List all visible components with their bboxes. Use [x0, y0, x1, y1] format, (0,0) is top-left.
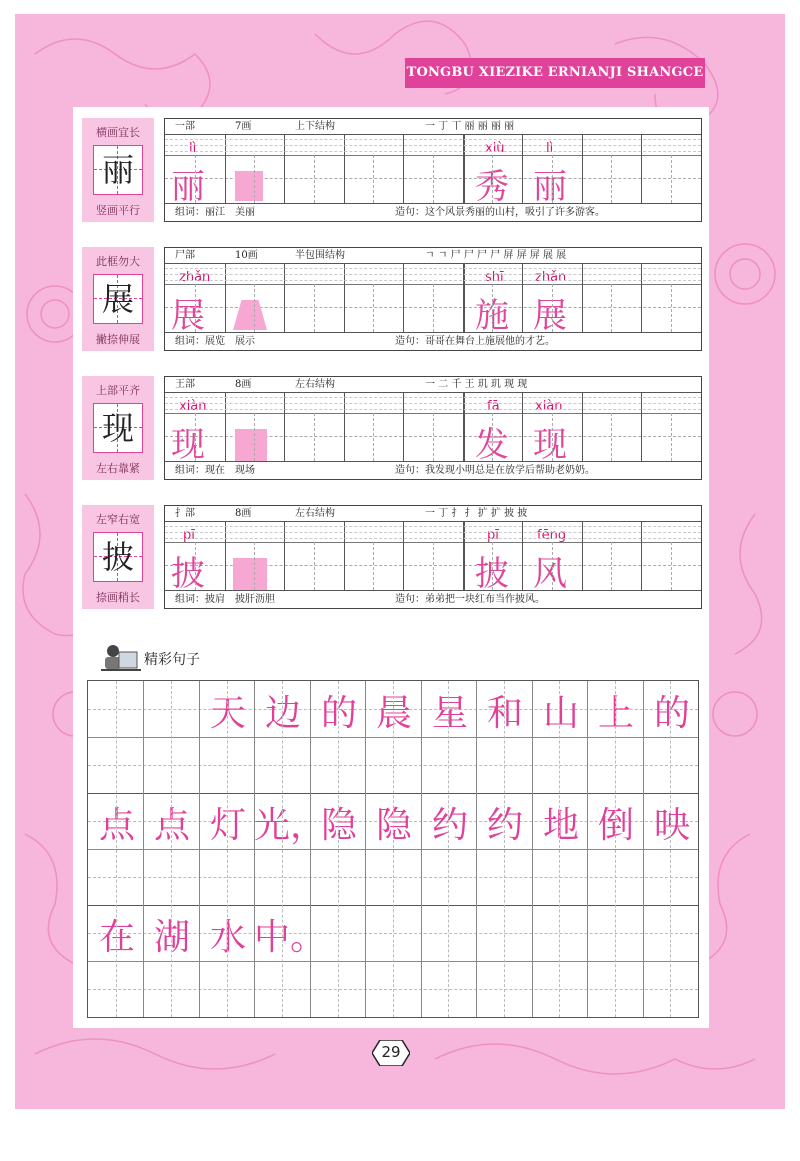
grid-guide: [433, 155, 434, 203]
word-char-1: 发: [475, 425, 509, 465]
sentence-char: 湖: [153, 917, 190, 958]
col-line: [365, 681, 366, 1017]
section-title: 精彩句子: [144, 652, 200, 668]
word-pinyin-2: zhǎn: [535, 270, 567, 285]
char-info-row: [165, 119, 701, 135]
sentence-char: 山: [542, 693, 579, 734]
grid-guide: [433, 284, 434, 332]
col-guide: [282, 681, 283, 1017]
sentence-char: 约: [431, 805, 468, 846]
pinyin-line: [165, 538, 701, 539]
structure: 左右结构: [295, 379, 335, 390]
sentence-char: 约: [486, 805, 523, 846]
sentence-char: 倒: [597, 805, 634, 846]
trace-char: 丽: [171, 167, 205, 207]
sentence-char: 边: [264, 693, 301, 734]
col-guide: [227, 681, 228, 1017]
pinyin-line: [165, 409, 701, 410]
word-pinyin-1: xiù: [485, 141, 505, 156]
grid-guide: [373, 284, 374, 332]
character-tip-card: [82, 376, 154, 480]
col-line: [421, 681, 422, 1017]
header-banner: TONGBU XIEZIKE ERNIANJI SHANGCE: [405, 58, 705, 88]
col-guide: [559, 681, 560, 1017]
grid-guide: [671, 413, 672, 461]
grid-guide: [611, 542, 612, 590]
grid-guide: [314, 284, 315, 332]
grid-guide: [671, 542, 672, 590]
col-guide: [338, 681, 339, 1017]
grid-guide: [254, 284, 255, 332]
col-guide: [504, 681, 505, 1017]
grid-guide: [195, 413, 196, 461]
word-char-2: 风: [533, 554, 567, 594]
col-guide: [615, 681, 616, 1017]
grid-guide: [254, 542, 255, 590]
bottom-tip: 左右靠紧: [96, 462, 140, 475]
pinyin-line: [165, 280, 701, 281]
word-pinyin-1: shī: [485, 270, 504, 285]
word-pinyin-2: lì: [546, 141, 554, 156]
usage-row: [165, 461, 701, 479]
grid-guide: [552, 542, 553, 590]
word-char-1: 施: [475, 296, 509, 336]
grid-guide: [373, 542, 374, 590]
sentence-char: 上: [597, 693, 634, 734]
sentence-char: 水: [209, 917, 246, 958]
grid-guide: [492, 284, 493, 332]
trace-char: 现: [171, 425, 205, 465]
grid-guide: [195, 542, 196, 590]
usage-row: [165, 590, 701, 608]
pinyin-line: [165, 145, 701, 146]
sentence-grid: [87, 680, 699, 1018]
col-guide: [171, 681, 172, 1017]
word-char-2: 现: [533, 425, 567, 465]
sentence-char: 映: [653, 805, 690, 846]
trace-ghost: [235, 171, 263, 201]
grid-guide: [314, 542, 315, 590]
col-line: [532, 681, 533, 1017]
practice-grid: [164, 247, 702, 351]
col-guide: [116, 681, 117, 1017]
stroke-order: 一 丁 扌 扌 扩 扩 披 披: [425, 508, 528, 519]
col-line: [254, 681, 255, 1017]
grid-guide: [611, 284, 612, 332]
sentence-char: 的: [320, 693, 357, 734]
character-block-xian: [82, 376, 702, 480]
character-tip-card: [82, 505, 154, 609]
col-line: [310, 681, 311, 1017]
model-char-box: [93, 274, 143, 324]
sentence-char: 星: [431, 693, 468, 734]
col-guide: [393, 681, 394, 1017]
stroke-count: 7画: [235, 121, 252, 132]
word-examples: 组词：丽江 美丽: [175, 207, 255, 218]
char-info-row: [165, 248, 701, 264]
sentence-char: 天: [209, 693, 246, 734]
model-char: 现: [101, 409, 134, 447]
sentence-example: 造句：弟弟把一块红布当作披风。: [395, 594, 545, 605]
sentence-char: 隐: [375, 805, 412, 846]
sentence-example: 造句：我发现小明总是在放学后帮助老奶奶。: [395, 465, 595, 476]
stroke-order: 一 丁 丅 丽 丽 丽 丽: [425, 121, 515, 132]
col-line: [476, 681, 477, 1017]
sentence-char: 在: [98, 917, 135, 958]
grid-guide: [671, 155, 672, 203]
sentence-char: 和: [486, 693, 523, 734]
word-char-2: 丽: [533, 167, 567, 207]
radical: 一部: [175, 121, 195, 132]
sentence-char: 的: [653, 693, 690, 734]
radical: 王部: [175, 379, 195, 390]
pinyin-line: [165, 151, 701, 152]
word-examples: 组词：展览 展示: [175, 336, 255, 347]
grid-guide: [671, 284, 672, 332]
model-char: 丽: [101, 151, 134, 189]
grid-guide: [552, 284, 553, 332]
word-pinyin-1: pī: [487, 528, 499, 543]
sentence-example: 造句：哥哥在舞台上施展他的才艺。: [395, 336, 555, 347]
structure: 上下结构: [295, 121, 335, 132]
trace-char: 披: [171, 554, 205, 594]
sentence-char: 中。: [254, 917, 327, 958]
grid-guide: [492, 542, 493, 590]
word-char-1: 秀: [475, 167, 509, 207]
char-info-row: [165, 506, 701, 522]
col-line: [199, 681, 200, 1017]
pinyin: lì: [189, 141, 197, 156]
grid-guide: [373, 155, 374, 203]
pinyin-line: [165, 526, 701, 527]
character-block-li: [82, 118, 702, 222]
word-pinyin-1: fā: [487, 399, 500, 414]
radical: 扌部: [175, 508, 195, 519]
model-char: 展: [101, 280, 134, 318]
bottom-tip: 撇捺伸展: [96, 333, 140, 346]
character-block-zhan: [82, 247, 702, 351]
page-number: 29: [381, 1043, 401, 1061]
grid-guide: [314, 413, 315, 461]
pinyin-line: [165, 403, 701, 404]
sentence-char: 点: [98, 805, 135, 846]
pinyin: pī: [183, 528, 195, 543]
sentence-char: 晨: [375, 693, 412, 734]
word-examples: 组词：披肩 披肝沥胆: [175, 594, 275, 605]
pinyin-line: [165, 397, 701, 398]
top-tip: 横画宜长: [96, 126, 140, 139]
trace-ghost: [235, 429, 267, 461]
top-tip: 此框勿大: [96, 255, 140, 268]
pinyin-line: [165, 139, 701, 140]
stroke-count: 10画: [235, 250, 258, 261]
pinyin: zhǎn: [179, 270, 211, 285]
grid-guide: [552, 155, 553, 203]
grid-guide: [314, 155, 315, 203]
grid-guide: [195, 155, 196, 203]
practice-grid: [164, 118, 702, 222]
grid-guide: [492, 155, 493, 203]
character-block-pi: [82, 505, 702, 609]
grid-guide: [433, 413, 434, 461]
character-tip-card: [82, 118, 154, 222]
grid-guide: [254, 155, 255, 203]
sentence-example: 造句：这个风景秀丽的山村，吸引了许多游客。: [395, 207, 605, 218]
bottom-tip: 竖画平行: [96, 204, 140, 217]
grid-guide: [492, 413, 493, 461]
pinyin: xiàn: [179, 399, 207, 414]
word-pinyin-2: fēng: [537, 528, 567, 543]
sentence-char: 光，: [254, 805, 327, 846]
grid-guide: [373, 413, 374, 461]
model-char: 披: [101, 538, 134, 576]
trace-ghost: [233, 558, 267, 590]
sentence-char: 隐: [320, 805, 357, 846]
col-line: [143, 681, 144, 1017]
usage-row: [165, 332, 701, 350]
sentence-char: 地: [542, 805, 579, 846]
model-char-box: [93, 403, 143, 453]
character-tip-card: [82, 247, 154, 351]
grid-guide: [433, 542, 434, 590]
pinyin-line: [165, 532, 701, 533]
sentence-char: 灯: [209, 805, 246, 846]
col-line: [587, 681, 588, 1017]
stroke-count: 8画: [235, 379, 252, 390]
model-char-box: [93, 532, 143, 582]
grid-guide: [195, 284, 196, 332]
word-char-2: 展: [533, 296, 567, 336]
grid-guide: [611, 155, 612, 203]
char-info-row: [165, 377, 701, 393]
col-guide: [448, 681, 449, 1017]
pinyin-line: [165, 268, 701, 269]
stroke-count: 8画: [235, 508, 252, 519]
grid-guide: [254, 413, 255, 461]
radical: 尸部: [175, 250, 195, 261]
top-tip: 左窄右宽: [96, 513, 140, 526]
word-pinyin-2: xiàn: [535, 399, 563, 414]
reading-person-icon: [101, 642, 141, 672]
structure: 半包围结构: [295, 250, 345, 261]
sentence-char: 点: [153, 805, 190, 846]
word-char-1: 披: [475, 554, 509, 594]
usage-row: [165, 203, 701, 221]
stroke-order: ㄱ ㄱ 尸 尸 尸 尸 屏 屏 屏 展 展: [425, 250, 567, 261]
trace-char: 展: [171, 296, 205, 336]
practice-grid: [164, 376, 702, 480]
top-tip: 上部平齐: [96, 384, 140, 397]
grid-guide: [611, 413, 612, 461]
stroke-order: 一 二 千 王 玑 玑 现 现: [425, 379, 528, 390]
structure: 左右结构: [295, 508, 335, 519]
practice-grid: [164, 505, 702, 609]
col-guide: [670, 681, 671, 1017]
pinyin-line: [165, 274, 701, 275]
col-line: [643, 681, 644, 1017]
grid-guide: [552, 413, 553, 461]
word-examples: 组词：现在 现场: [175, 465, 255, 476]
model-char-box: [93, 145, 143, 195]
bottom-tip: 捺画稍长: [96, 591, 140, 604]
